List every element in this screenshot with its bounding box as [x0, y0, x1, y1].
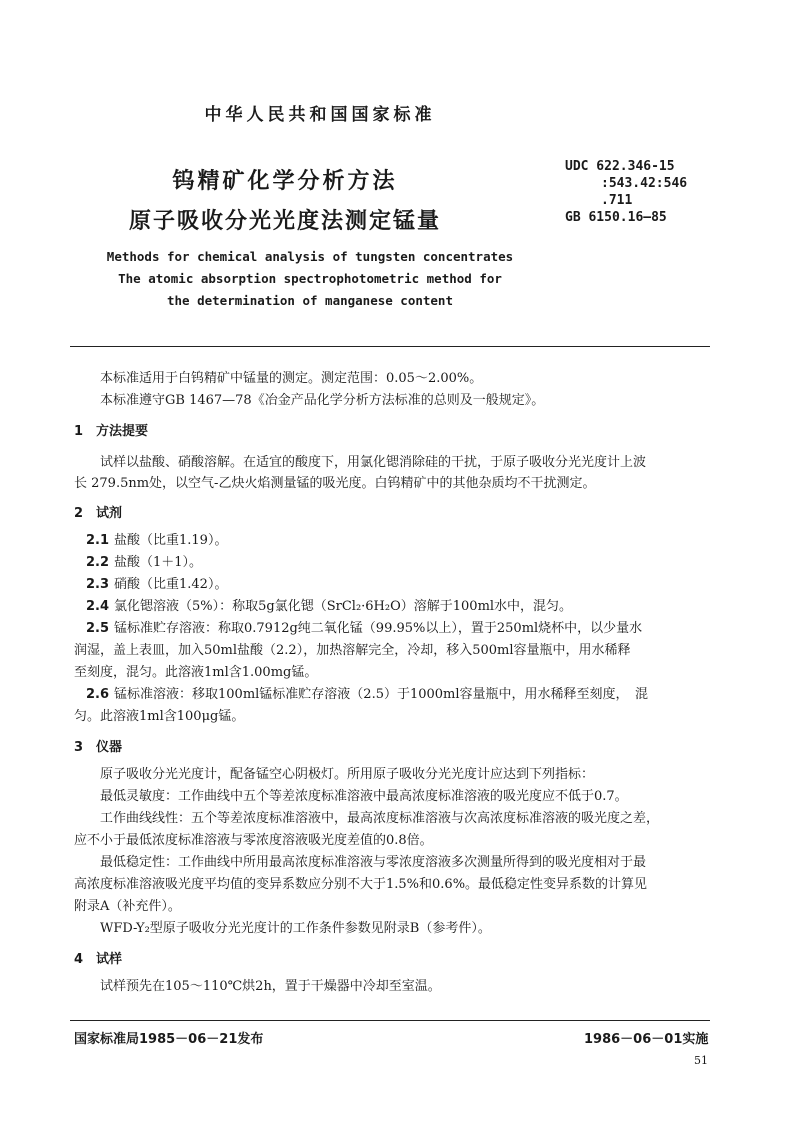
section-1-line: 长 279.5nm处，以空气-乙炔火焰测量锰的吸光度。白钨精矿中的其他杂质均不干扰测定。 — [74, 476, 596, 491]
section-heading-4: 4 试样 — [74, 952, 123, 967]
page-number: 51 — [694, 1054, 708, 1067]
section-heading-1: 1 方法提要 — [74, 424, 149, 439]
reagent-text: 氯化锶溶液（5%）：称取5g氯化锶（SrCl₂·6H₂O）溶解于100ml水中，混匀。 — [114, 599, 573, 614]
reagent-text-cont: 至刻度，混匀。此溶液1ml含1.00mg锰。 — [74, 665, 318, 680]
reagent-item — [86, 530, 227, 552]
gb-number: GB 6150.16—85 — [565, 210, 667, 225]
title-line-1: 钨精矿化学分析方法 — [172, 169, 398, 194]
section-3-line: 附录A（补充件）。 — [74, 899, 181, 914]
english-title — [100, 246, 520, 312]
reagent-item — [86, 552, 202, 574]
reagent-item — [86, 684, 648, 706]
reagent-number: 2.1 — [86, 533, 110, 548]
section-3-line: WFD-Y₂型原子吸收分光光度计的工作条件参数见附录B（参考件）。 — [100, 921, 491, 936]
reagent-number: 2.2 — [86, 555, 110, 570]
title-line-2: 原子吸收分光光度法测定锰量 — [128, 209, 441, 234]
reagent-item — [86, 574, 227, 596]
section-1-line: 试样以盐酸、硝酸溶解。在适宜的酸度下，用氯化锶消除硅的干扰，于原子吸收分光光度计上波 — [100, 455, 647, 470]
section-3-line: 最低灵敏度：工作曲线中五个等差浓度标准溶液中最高浓度标准溶液的吸光度应不低于0.7。 — [100, 789, 628, 804]
english-title-line: the determination of manganese content — [167, 293, 453, 308]
section-3-line: 工作曲线线性：五个等差浓度标准溶液中，最高浓度标准溶液与次高浓度标准溶液的吸光度之差， — [100, 811, 660, 826]
english-title-line: The atomic absorption spectrophotometric method for — [118, 271, 502, 286]
standard-header: 中华人民共和国国家标准 — [204, 105, 436, 125]
reagent-number: 2.4 — [86, 599, 110, 614]
reagent-text: 盐酸（比重1.19）。 — [114, 533, 228, 548]
top-divider — [70, 346, 710, 347]
reagent-text-cont: 润湿，盖上表皿，加入50ml盐酸（2.2），加热溶解完全，冷却，移入500ml容量瓶中，用水稀释 — [74, 643, 631, 658]
reagent-number: 2.5 — [86, 621, 110, 636]
udc-code: UDC 622.346-15 — [565, 159, 675, 174]
reagent-text: 锰标准溶液：移取100ml锰标准贮存溶液（2.5）于1000ml容量瓶中，用水稀释至刻度， 混 — [114, 687, 649, 702]
reagent-text: 锰标准贮存溶液：称取0.7912g纯二氧化锰（99.95%以上），置于250ml烧杯中，以少量水 — [114, 621, 643, 636]
section-heading-2: 2 试剂 — [74, 506, 123, 521]
reagent-text: 盐酸（1＋1）。 — [114, 555, 203, 570]
section-3-line: 原子吸收分光光度计，配备锰空心阴极灯。所用原子吸收分光光度计应达到下列指标： — [100, 767, 595, 782]
scope-statement: 本标准适用于白钨精矿中锰量的测定。测定范围：0.05～2.00%。 — [100, 371, 483, 386]
classification-codes — [565, 158, 687, 226]
reagent-item — [86, 618, 642, 640]
section-3-line: 最低稳定性：工作曲线中所用最高浓度标准溶液与零浓度溶液多次测量所得到的吸光度相对于最 — [100, 855, 647, 870]
bottom-divider — [70, 1020, 710, 1021]
udc-code-cont2: .711 — [601, 193, 633, 208]
reagent-text-cont: 匀。此溶液1ml含100μg锰。 — [74, 709, 245, 724]
issue-date: 国家标准局1985－06－21发布 — [74, 1032, 264, 1047]
reagent-text: 硝酸（比重1.42）。 — [114, 577, 228, 592]
reagent-number: 2.6 — [86, 687, 110, 702]
section-heading-3: 3 仪器 — [74, 740, 123, 755]
effective-date: 1986－06－01实施 — [584, 1032, 709, 1047]
english-title-line: Methods for chemical analysis of tungsten concentrates — [106, 249, 514, 264]
reagent-number: 2.3 — [86, 577, 110, 592]
udc-code-cont: :543.42:546 — [601, 176, 688, 191]
section-3-line: 高浓度标准溶液吸光度平均值的变异系数应分别不大于1.5%和0.6%。最低稳定性变异系数的计算见 — [74, 877, 648, 892]
compliance-statement: 本标准遵守GB 1467—78《冶金产品化学分析方法标准的总则及一般规定》。 — [100, 393, 545, 408]
section-4-line: 试样预先在105～110℃烘2h，置于干燥器中冷却至室温。 — [100, 979, 441, 994]
section-3-line: 应不小于最低浓度标准溶液与零浓度溶液吸光度差值的0.8倍。 — [74, 833, 433, 848]
reagent-item — [86, 596, 572, 618]
